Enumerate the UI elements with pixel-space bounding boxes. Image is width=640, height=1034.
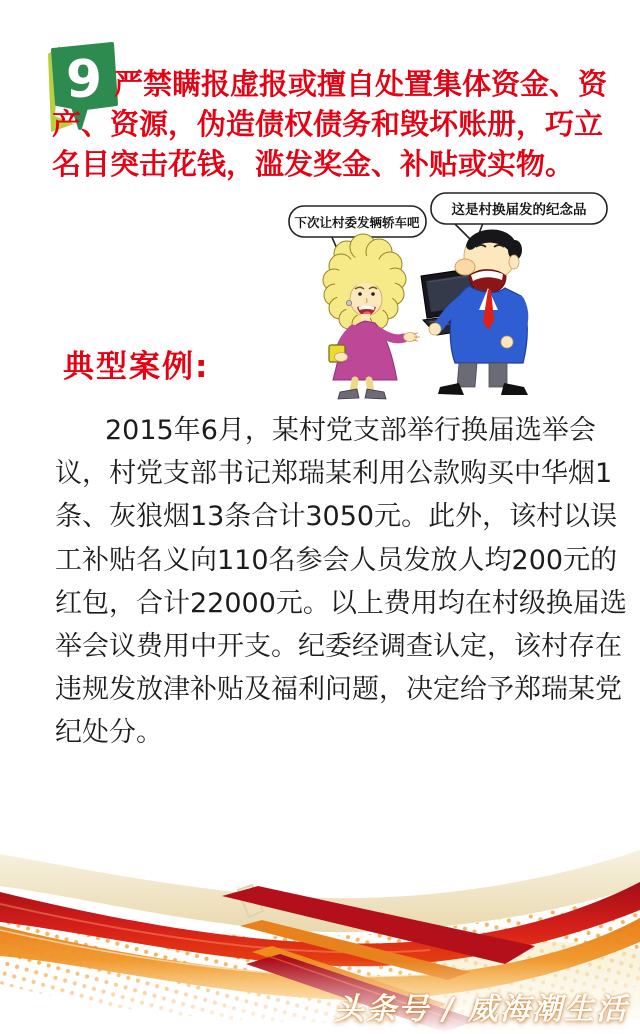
case-line: 议，村党支部书记郑瑞某利用公款购买中华烟1	[55, 458, 613, 490]
watermark: 头条号 / 威海潮生活	[334, 992, 628, 1027]
prohibition-title	[52, 64, 608, 184]
badge-number: 9	[65, 50, 103, 110]
speech-bubble-man	[431, 193, 607, 244]
case-line: 举会议费用中开支。纪委经调查认定，该村存在	[55, 631, 622, 663]
case-line: 纪处分。	[55, 717, 163, 749]
case-label: 典型案例:	[63, 349, 210, 385]
case-line: 2015年6月，某村党支部举行换届选举会	[105, 415, 596, 446]
title-line: 名目突击花钱，滥发奖金、补贴或实物。	[52, 147, 575, 181]
cartoon-illustration	[283, 190, 615, 404]
woman-figure	[323, 234, 420, 399]
title-line: 严禁瞒报虚报或擅自处置集体资金、资	[114, 67, 608, 101]
man-figure	[429, 229, 528, 395]
case-line: 条、灰狼烟13条合计3050元。此外，该村以误	[55, 501, 618, 533]
man-bubble-text: 这是村换届发的纪念品	[451, 202, 587, 218]
title-line: 产、资源，伪造债权债务和毁坏账册，巧立	[52, 107, 604, 141]
case-line: 红包，合计22000元。以上费用均在村级换届选	[55, 587, 627, 619]
case-line: 工补贴名义向110名参会人员发放人均200元的	[55, 544, 618, 576]
woman-bubble-text: 下次让村委发辆轿车吧	[294, 215, 420, 230]
earring	[346, 300, 351, 305]
case-line: 违规发放津补贴及福利问题，决定给予郑瑞某党	[55, 674, 622, 706]
case-paragraph	[55, 409, 627, 755]
